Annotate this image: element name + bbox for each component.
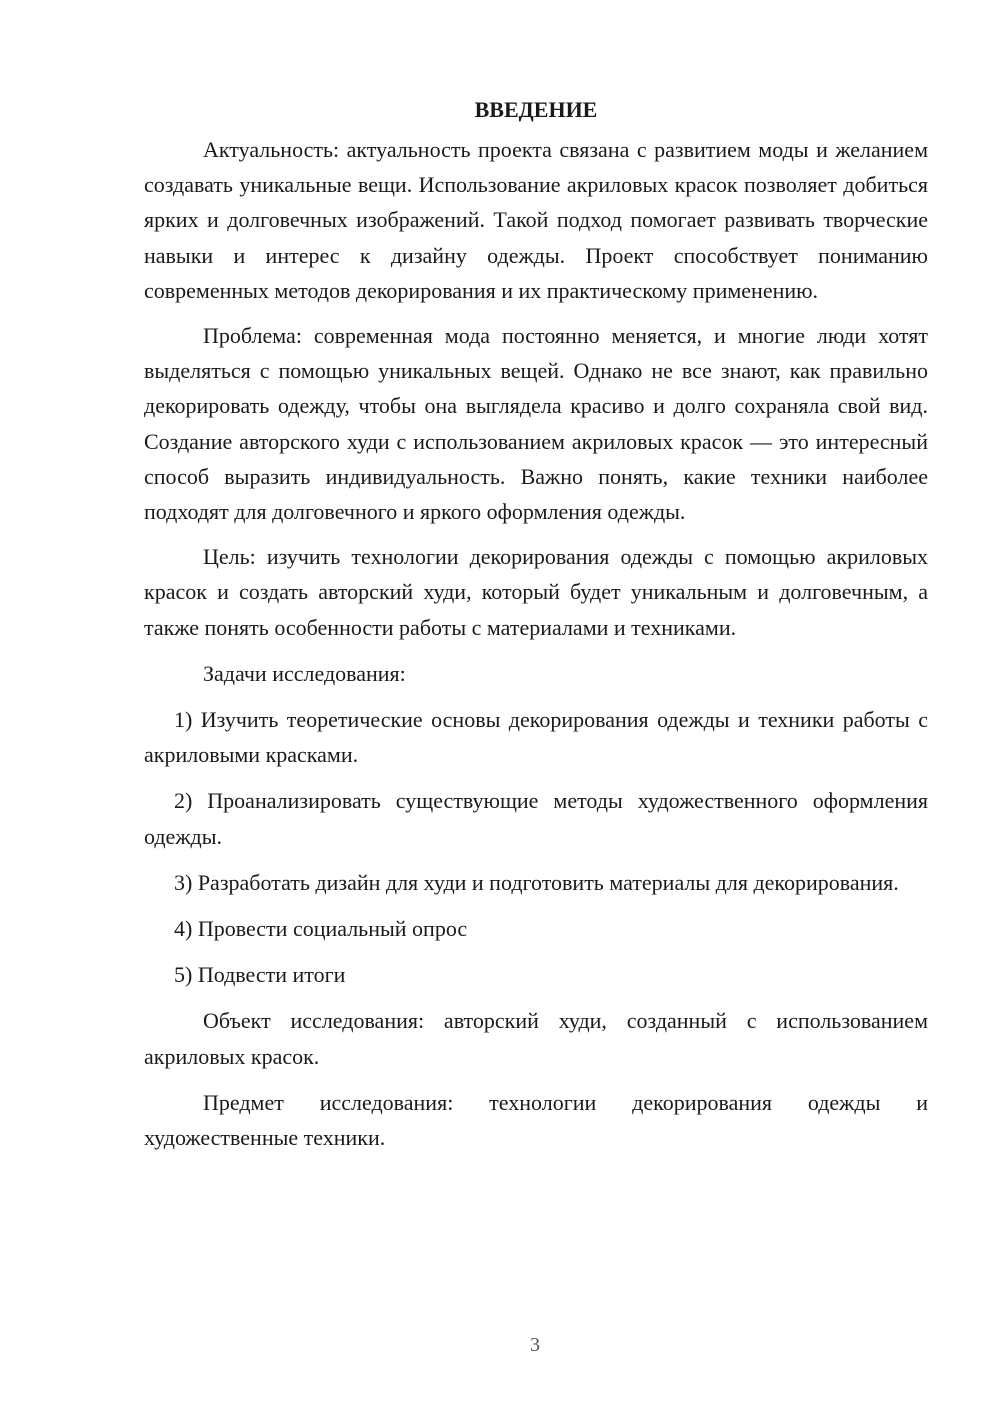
problem-paragraph: Проблема: современная мода постоянно меняется, и многие люди хотят выделяться с помощью уникальных вещей. Однако не все знают, как правильно декорировать одежду, чтобы она выглядела красиво и долго сохраняла свой вид. Создание авторского худи с использованием акриловых красок — это интересный способ выразить индивидуальность. Важно понять, какие техники наиболее подходят для долговечного и яркого оформления одежды.	[144, 323, 928, 525]
list-item: 1) Изучить теоретические основы декорирования одежды и техники работы с акриловыми красками.	[144, 707, 928, 768]
relevance-paragraph: Актуальность: актуальность проекта связана с развитием моды и желанием создавать уникальные вещи. Использование акриловых красок позволяет добиться ярких и долговечных изображений. Такой подход помогает развивать творческие навыки и интерес к дизайну одежды. Проект способствует пониманию современных методов декорирования и их практическому применению.	[144, 137, 928, 303]
page-number: 3	[530, 1334, 540, 1356]
list-item: 4) Провести социальный опрос	[174, 916, 468, 942]
tasks-heading: Задачи исследования:	[203, 660, 406, 686]
page-title: ВВЕДЕНИЕ	[474, 97, 598, 122]
list-item: 5) Подвести итоги	[174, 962, 346, 988]
list-item: 3) Разработать дизайн для худи и подготовить материалы для декорирования.	[174, 869, 899, 895]
subject-paragraph: Предмет исследования: технологии декорирования одежды и художественные техники.	[144, 1089, 928, 1151]
object-paragraph: Объект исследования: авторский худи, созданный с использованием акриловых красок.	[144, 1008, 928, 1069]
document-page	[144, 92, 928, 1155]
list-item: 2) Проанализировать существующие методы художественного оформления одежды.	[144, 788, 928, 849]
goal-paragraph: Цель: изучить технологии декорирования одежды с помощью акриловых красок и создать авторский худи, который будет уникальным и долговечным, а также понять особенности работы с материалами и техниками.	[144, 544, 928, 640]
